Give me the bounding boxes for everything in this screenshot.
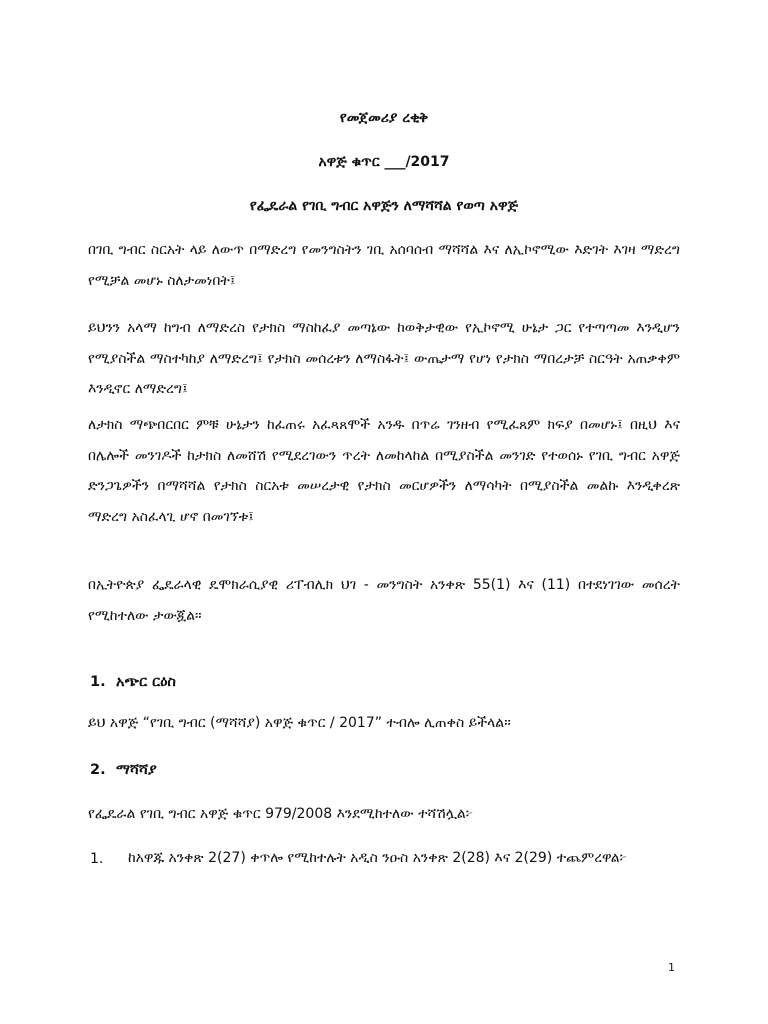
preamble-paragraph-3: ለታክስ ማጭበርበር ምቹ ሁኔታን ከፈጠሩ አፈጻጸሞች አንዱ በጥሬ ገንዘብ የሚፈጸም ክፍያ በመሆኑ፤ በዚህ እና በሌሎች መንገዶች ከታክስ ለመሸሽ የሚደረገውን ጥረት ለመከላከል በሚያስችል መንገድ የተወሰኑ የገቢ ግብር አዋጅ ድንጋጌዎችን በማሻሻል የታክስ ስርአቱ መሠረታዊ የታክስ መርሆዎችን ለማሳካት በሚያስችል መልኩ እንዲቀረጽ ማድረግ አስፈላጊ ሆኖ በመገኘቱ፤: [88, 417, 680, 525]
preamble-paragraph-2: ይህንን አላማ ከግብ ለማድረስ የታክስ ማስከፈያ መጣኔው ከወቅታዊው የኢኮኖሚ ሁኔታ ጋር የተጣጣመ እንዲሆን የሚያስችል ማስተካከያ ለማድረግ፤ የታክስ መሰረቱን ለማስፋት፤ ውጤታማ የሆነ የታክስ ማበረታቻ ስርዓት አጠቃቀም እንዲኖር ለማድረግ፤: [88, 320, 680, 397]
section-title: ማሻሻያ: [116, 762, 157, 778]
proclamation-number: አዋጅ ቁጥር ___/2017: [318, 154, 450, 170]
preamble-paragraph-4: በኢትዮጵያ ፌዴራላዊ ዴሞክራሲያዊ ሪፐብሊክ ህገ - መንግስት አንቀጽ 55(1) እና (11) በተደነገገው መሰረት የሚከተለው ታውጇል።: [88, 577, 680, 624]
preamble-paragraph-1: በገቢ ግብር ስርአት ላይ ለውጥ በማድረግ የመንግስትን ገቢ አሰባሰብ ማሻሻል እና ለኢኮኖሚው እድገት እገዛ ማድረግ የሚቻል መሆኑ ስለታመነበት፤: [88, 242, 680, 289]
amendment-text: ከአዋጁ አንቀጽ 2(27) ቀጥሎ የሚከተሉት አዲስ ንዑስ አንቀጽ 2(28) እና 2(29) ተጨምረዋል፦: [128, 850, 628, 866]
preamble-title: የመጀመሪያ ረቂቅ: [339, 110, 429, 126]
section-heading-1: [90, 674, 176, 690]
page-number: 1: [668, 961, 675, 974]
section-number: 2.: [90, 762, 106, 778]
section-1-text: ይህ አዋጅ “የገቢ ግብር (ማሻሻያ) አዋጅ ቁጥር / 2017” ተብሎ ሊጠቀስ ይችላል።: [88, 715, 511, 731]
section-heading-2: [90, 762, 157, 778]
section-number: 1.: [90, 674, 106, 690]
section-title: አጭር ርዕስ: [116, 674, 176, 690]
section-2-text: የፌዴራል የገቢ ግብር አዋጅ ቁጥር 979/2008 እንደሚከተለው ተሻሽሏል፦: [88, 806, 474, 822]
amendment-number: 1.: [90, 851, 104, 867]
proclamation-title: የፌዴራል የገቢ ግብር አዋጅን ለማሻሻል የወጣ አዋጅ: [249, 198, 519, 214]
